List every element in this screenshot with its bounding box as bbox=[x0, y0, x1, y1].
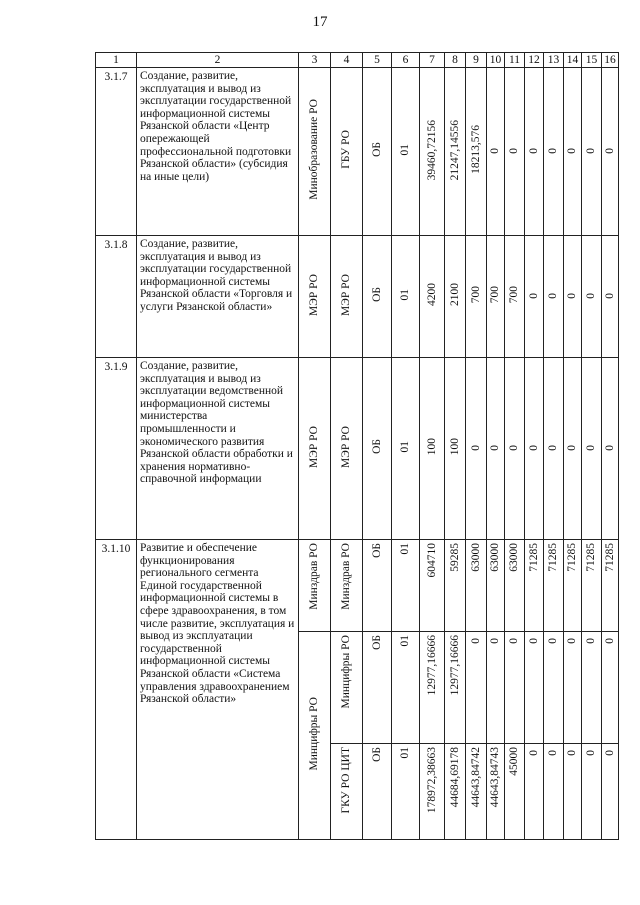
value-cell: 0 bbox=[603, 148, 616, 155]
header-cell: 5 bbox=[363, 53, 392, 68]
header-cell: 6 bbox=[392, 53, 420, 68]
recipient-cell: МЭР РО bbox=[340, 273, 353, 316]
value-cell: 0 bbox=[585, 750, 598, 756]
value-cell: 45000 bbox=[508, 747, 521, 776]
header-cell: 16 bbox=[602, 53, 619, 68]
value-cell: 63000 bbox=[508, 543, 521, 572]
header-cell: 13 bbox=[544, 53, 564, 68]
value-cell: 39460,72156 bbox=[425, 119, 438, 180]
value-cell: 0 bbox=[566, 293, 579, 300]
value-cell: 0 bbox=[547, 638, 560, 644]
page-number: 17 bbox=[312, 14, 328, 30]
value-cell: 100 bbox=[425, 438, 438, 456]
row-code: 3.1.8 bbox=[96, 236, 137, 358]
budget-cell: ОБ bbox=[370, 543, 383, 558]
value-cell: 0 bbox=[547, 750, 560, 756]
row-code: 3.1.9 bbox=[96, 358, 137, 540]
header-cell: 12 bbox=[525, 53, 544, 68]
recipient-cell: Минздрав РО bbox=[340, 543, 353, 610]
value-cell: 0 bbox=[469, 638, 482, 644]
value-cell: 178972,38663 bbox=[425, 747, 438, 814]
executor-cell: Минздрав РО bbox=[308, 543, 321, 610]
header-cell: 1 bbox=[96, 53, 137, 68]
table-row bbox=[96, 236, 619, 358]
value-cell: 4200 bbox=[425, 283, 438, 307]
header-cell: 15 bbox=[582, 53, 602, 68]
value-cell: 0 bbox=[489, 148, 502, 155]
header-cell: 3 bbox=[299, 53, 331, 68]
code-cell: 01 bbox=[399, 288, 412, 301]
value-cell: 21247,14556 bbox=[448, 119, 461, 180]
value-cell: 700 bbox=[489, 286, 502, 304]
value-cell: 0 bbox=[603, 750, 616, 756]
value-cell: 71285 bbox=[527, 543, 540, 572]
recipient-cell: ГБУ РО bbox=[340, 130, 353, 170]
budget-cell: ОБ bbox=[370, 747, 383, 762]
row-code: 3.1.10 bbox=[96, 540, 137, 840]
value-cell: 700 bbox=[469, 286, 482, 304]
budget-cell: ОБ bbox=[370, 142, 383, 158]
header-cell: 10 bbox=[487, 53, 505, 68]
value-cell: 0 bbox=[585, 293, 598, 300]
value-cell: 0 bbox=[508, 638, 521, 644]
value-cell: 0 bbox=[469, 445, 482, 452]
code-cell: 01 bbox=[399, 143, 412, 156]
value-cell: 0 bbox=[585, 445, 598, 452]
value-cell: 71285 bbox=[585, 543, 598, 572]
budget-cell: ОБ bbox=[370, 635, 383, 650]
value-cell: 0 bbox=[566, 638, 579, 644]
value-cell: 12977,16666 bbox=[425, 635, 438, 696]
value-cell: 0 bbox=[603, 445, 616, 452]
value-cell: 0 bbox=[585, 638, 598, 644]
value-cell: 18213,576 bbox=[469, 125, 482, 175]
header-cell: 4 bbox=[331, 53, 363, 68]
value-cell: 71285 bbox=[603, 543, 616, 572]
value-cell: 0 bbox=[603, 293, 616, 300]
header-cell: 2 bbox=[137, 53, 299, 68]
code-cell: 01 bbox=[399, 747, 412, 759]
budget-cell: ОБ bbox=[370, 439, 383, 455]
recipient-cell: Минцифры РО bbox=[340, 635, 353, 709]
value-cell: 0 bbox=[527, 638, 540, 644]
value-cell: 2100 bbox=[448, 283, 461, 307]
value-cell: 44684,69178 bbox=[448, 747, 461, 808]
recipient-cell: ГКУ РО ЦИТ bbox=[340, 747, 353, 814]
value-cell: 0 bbox=[566, 148, 579, 155]
row-name: Развитие и обеспечение функционирования регионального сегмента Единой государственной информационной системы в сфере здравоохранения, в том числе развитие, эксплуатация и вывод из эксплуатации государственной информационной системы Рязанской области «Система управления здравоохранением Рязанской области» bbox=[137, 540, 299, 840]
row-name: Создание, развитие, эксплуатация и вывод из эксплуатации государственной информационной системы Рязанской области «Торговля и услуги Рязанской области» bbox=[137, 236, 299, 358]
row-name: Создание, развитие, эксплуатация и вывод из эксплуатации ведомственной информационной системы министерства промышленности и экономического развития Рязанской области обработки и хранения нормативно-справочной информации bbox=[137, 358, 299, 540]
row-name: Создание, развитие, эксплуатация и вывод из эксплуатации государственной информационной системы Рязанской области «Центр опережающей профессиональной подготовки Рязанской области» (субсидия на иные цели) bbox=[137, 68, 299, 236]
header-cell: 8 bbox=[445, 53, 466, 68]
value-cell: 0 bbox=[527, 750, 540, 756]
value-cell: 0 bbox=[527, 293, 540, 300]
executor-cell: Минобразование РО bbox=[308, 99, 321, 201]
value-cell: 71285 bbox=[547, 543, 560, 572]
value-cell: 0 bbox=[603, 638, 616, 644]
value-cell: 0 bbox=[527, 445, 540, 452]
value-cell: 604710 bbox=[425, 543, 438, 578]
value-cell: 71285 bbox=[566, 543, 579, 572]
value-cell: 0 bbox=[508, 445, 521, 452]
code-cell: 01 bbox=[399, 440, 412, 453]
value-cell: 0 bbox=[547, 445, 560, 452]
executor-cell: Минцифры РО bbox=[308, 696, 321, 771]
value-cell: 0 bbox=[566, 445, 579, 452]
value-cell: 700 bbox=[508, 286, 521, 304]
table-row bbox=[96, 358, 619, 540]
value-cell: 0 bbox=[566, 750, 579, 756]
value-cell: 0 bbox=[489, 445, 502, 452]
header-cell: 7 bbox=[420, 53, 445, 68]
program-table bbox=[95, 52, 619, 840]
value-cell: 0 bbox=[547, 148, 560, 155]
value-cell: 63000 bbox=[469, 543, 482, 572]
header-cell: 9 bbox=[466, 53, 487, 68]
value-cell: 0 bbox=[547, 293, 560, 300]
value-cell: 0 bbox=[585, 148, 598, 155]
header-cell: 14 bbox=[564, 53, 582, 68]
budget-cell: ОБ bbox=[370, 287, 383, 303]
value-cell: 12977,16666 bbox=[448, 635, 461, 696]
code-cell: 01 bbox=[399, 635, 412, 647]
value-cell: 0 bbox=[527, 148, 540, 155]
value-cell: 59285 bbox=[448, 543, 461, 572]
header-cell: 11 bbox=[505, 53, 525, 68]
value-cell: 0 bbox=[508, 148, 521, 155]
value-cell: 44643,84742 bbox=[469, 747, 482, 808]
executor-cell: МЭР РО bbox=[308, 273, 321, 316]
value-cell: 44643,84743 bbox=[489, 747, 502, 808]
table-row bbox=[96, 68, 619, 236]
row-code: 3.1.7 bbox=[96, 68, 137, 236]
header-row bbox=[96, 53, 619, 68]
value-cell: 0 bbox=[489, 638, 502, 644]
recipient-cell: МЭР РО bbox=[340, 425, 353, 468]
table-row bbox=[96, 540, 619, 632]
value-cell: 100 bbox=[448, 438, 461, 456]
code-cell: 01 bbox=[399, 543, 412, 555]
value-cell: 63000 bbox=[489, 543, 502, 572]
executor-cell: МЭР РО bbox=[308, 425, 321, 468]
